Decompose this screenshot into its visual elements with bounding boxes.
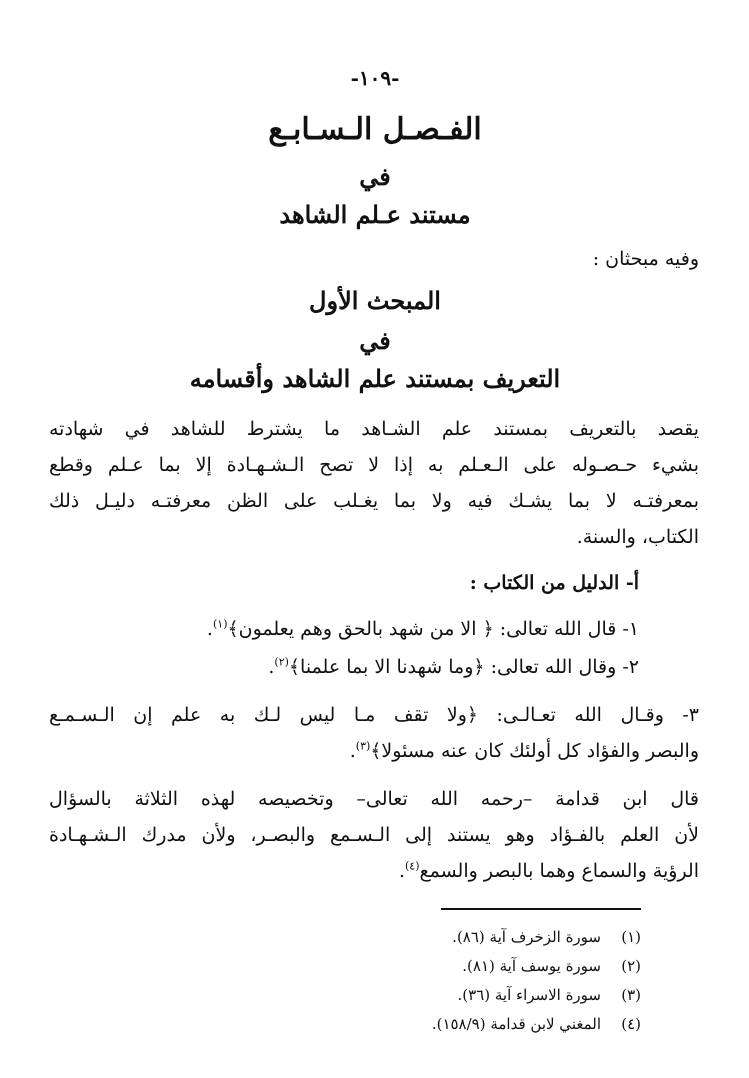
footnote-text: سورة يوسف آية (٨١).	[462, 957, 601, 975]
footnote-ref[interactable]: (٢)	[274, 655, 289, 669]
evidence-subheading: أ- الدليل من الكتاب :	[469, 572, 639, 594]
verse-line	[49, 614, 639, 644]
footnote-ref[interactable]: (٤)	[405, 859, 420, 873]
verse-end: .	[349, 740, 356, 762]
page-number: -١٠٩-	[350, 66, 400, 90]
footnote	[81, 1013, 641, 1035]
footnote-text: سورة الاسراء آية (٣٦).	[457, 986, 601, 1004]
footnote-text: المغني لابن قدامة (١٥٨/٩).	[431, 1015, 601, 1033]
paragraph-line: يقصد بالتعريف بمستند علم الشـاهد ما يشترط للشاهد في شهادته	[49, 418, 699, 440]
section-in: في	[359, 326, 391, 355]
verse-line	[49, 700, 699, 730]
paragraph-line: بمعرفتـه لا بما يشـك فيه ولا بما يغـلب على الظن معرفتـه دليـل ذلك	[49, 490, 699, 512]
verse-line	[49, 652, 639, 682]
paragraph-line: الكتاب، والسنة.	[576, 526, 699, 548]
chapter-subject: مستند عـلم الشاهد	[279, 200, 471, 229]
intro-line: وفيه مبحثان :	[592, 248, 699, 270]
paragraph-line: لأن العلم بالفـؤاد وهو يستند إلى الـسـمع والبصـر، ولأن مدرك الـشـهـادة	[49, 824, 699, 846]
paragraph-line: بشيء حـصـوله على الـعـلم به إذا لا تصح الـشـهـادة إلا بما عـلم وقطع	[49, 454, 699, 476]
verse-text: ٢- وقال الله تعالى: ﴿وما شهدنا الا بما علمنا﴾	[288, 656, 639, 678]
verse-end: .	[268, 656, 275, 678]
footnote-number: (٢)	[621, 957, 641, 975]
footnote	[81, 984, 641, 1006]
paragraph-line	[49, 856, 699, 886]
section-title: المبحث الأول	[309, 286, 441, 315]
paragraph-end: .	[398, 860, 405, 882]
paragraph-line: قال ابن قدامة –رحمه الله تعالى– وتخصيصه لهذه الثلاثة بالسؤال	[49, 788, 699, 810]
chapter-title: الفـصـل الـسـابـع	[268, 112, 482, 147]
section-subject: التعريف بمستند علم الشاهد وأقسامه	[189, 364, 561, 393]
footnote-text: سورة الزخرف آية (٨٦).	[452, 928, 601, 946]
verse-text: ٣- وقـال الله تعـالـى: ﴿ولا تقف مـا ليس لـك به علم إن الـسـمـع	[49, 704, 699, 726]
verse-text: والبصر والفؤاد كل أولئك كان عنه مسئولا﴾	[370, 740, 699, 762]
paragraph-text: الرؤية والسماع وهما بالبصر والسمع	[419, 860, 699, 882]
footnote-number: (١)	[621, 928, 641, 946]
footnote-ref[interactable]: (١)	[212, 617, 228, 631]
verse-end: .	[206, 618, 213, 640]
verse-line	[49, 736, 699, 766]
footnote-number: (٤)	[621, 1015, 641, 1033]
footnote-ref[interactable]: (٣)	[355, 739, 371, 753]
footnote	[81, 926, 641, 948]
footnote	[81, 955, 641, 977]
footnote-divider	[441, 908, 641, 910]
chapter-in: في	[359, 162, 391, 191]
verse-text: ١- قال الله تعالى: ﴿ الا من شهد بالحق وهم يعلمون﴾	[227, 618, 639, 640]
footnote-number: (٣)	[621, 986, 641, 1004]
